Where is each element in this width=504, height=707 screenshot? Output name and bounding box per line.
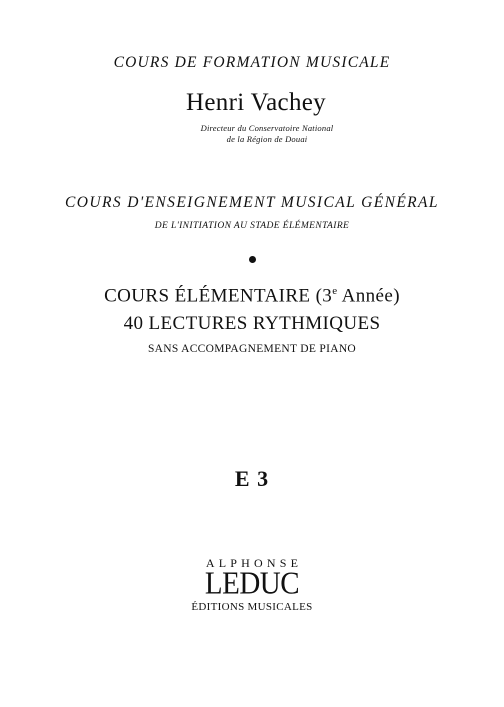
work-title: 40 LECTURES RYTHMIQUES (123, 313, 381, 334)
bullet-dot (249, 256, 256, 263)
publisher-name-line-3: ÉDITIONS MUSICALES (191, 601, 313, 613)
course-range: DE L'INITIATION AU STADE ÉLÉMENTAIRE (154, 221, 350, 231)
level-title-superscript: e (332, 285, 338, 297)
publisher-name-line-1: ALPHONSE (205, 556, 303, 570)
work-subtitle: SANS ACCOMPAGNEMENT DE PIANO (147, 343, 357, 355)
catalog-code: E 3 (234, 466, 270, 491)
series-title: COURS DE FORMATION MUSICALE (113, 54, 391, 71)
author-name: Henri Vachey (186, 89, 326, 116)
level-title-suffix: Année) (337, 285, 400, 307)
author-credit-line-2: de la Région de Douai (226, 134, 308, 144)
publisher-name-line-2: LEDUC (204, 566, 300, 602)
level-title (0, 285, 504, 307)
author-credit-line-1: Directeur du Conservatoire National (200, 123, 334, 133)
course-title: COURS D'ENSEIGNEMENT MUSICAL GÉNÉRAL (65, 194, 439, 211)
level-title-prefix: COURS ÉLÉMENTAIRE (3 (104, 285, 333, 307)
